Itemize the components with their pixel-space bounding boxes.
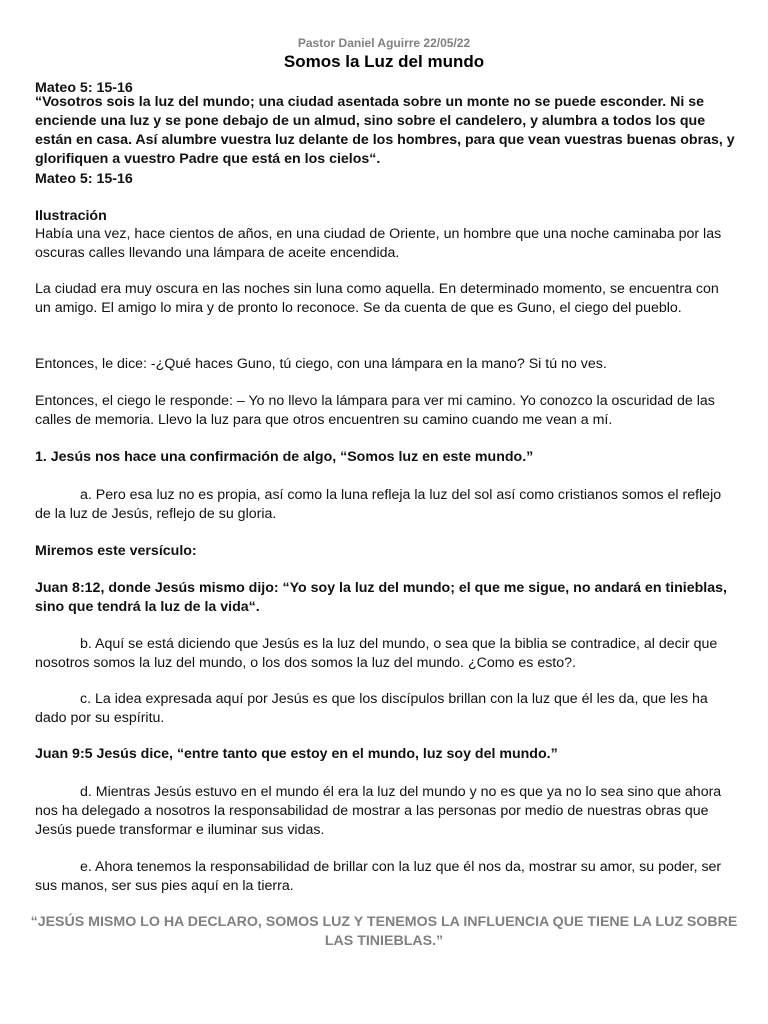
illustration-heading: Ilustración (35, 208, 107, 224)
miremos-heading: Miremos este versículo: (35, 543, 197, 559)
verse-reference: Mateo 5: 15-16 (35, 80, 133, 96)
point-c-paragraph: c. La idea expresada aquí por Jesús es que los discípulos brillan con la luz que él les da, que les ha dado por su espíritu. (35, 691, 708, 726)
point-e-paragraph: e. Ahora tenemos la responsabilidad de brillar con la luz que él nos da, mostrar su amor, su poder, ser sus manos, ser sus pies aquí en la tierra. (35, 859, 722, 894)
point-a-paragraph: a. Pero esa luz no es propia, así como la luna refleja la luz del sol así como cristianos somos el reflejo de la luz de Jesús, reflejo de su gloria. (35, 487, 722, 522)
illustration-paragraph-3: Entonces, le dice: -¿Qué haces Guno, tú ciego, con una lámpara en la mano? Si tú no ves. (35, 356, 607, 372)
author-date-line: Pastor Daniel Aguirre 22/05/22 (297, 36, 471, 50)
illustration-paragraph-2: La ciudad era muy oscura en las noches sin luna como aquella. En determinado momento, se encuentra con un amigo. El amigo lo mira y de pronto lo reconoce. Se da cuenta de que es Guno, el ciego del pueblo. (35, 281, 719, 316)
illustration-paragraph-1: Había una vez, hace cientos de años, en una ciudad de Oriente, un hombre que una noche caminaba por las oscuras calles llevando una lámpara de aceite encendida. (35, 226, 722, 261)
point-b-paragraph: b. Aquí se está diciendo que Jesús es la luz del mundo, o sea que la biblia se contradice, al decir que nosotros somos la luz del mundo, o los dos somos la luz del mundo. ¿Como es esto?. (35, 636, 718, 671)
closing-statement: “JESÚS MISMO LO HA DECLARO, SOMOS LUZ Y TENEMOS LA INFLUENCIA QUE TIENE LA LUZ SOBRE LAS TINIEBLAS.” (30, 914, 738, 949)
juan-8-12-quote: Juan 8:12, donde Jesús mismo dijo: “Yo soy la luz del mundo; el que me sigue, no andará en tinieblas, sino que tendrá la luz de la vida“. (35, 580, 727, 615)
verse-text: “Vosotros sois la luz del mundo; una ciudad asentada sobre un monte no se puede esconder. Ni se enciende una luz y se pone debajo de un almud, sino sobre el candelero, y alumbra a todos los que están en casa. Así alumbre vuestra luz delante de los hombres, para que vean vuestras buenas obras, y glorifiquen a vuestro Padre que está en los cielos“. (35, 94, 735, 167)
point-d-paragraph: d. Mientras Jesús estuvo en el mundo él era la luz del mundo y no es que ya no lo sea sino que ahora nos ha delegado a nosotros la responsabilidad de mostrar a las personas por medio de nuestras obras que Jesús puede transformar e iluminar sus vidas. (35, 784, 722, 838)
document-title: Somos la Luz del mundo (283, 52, 485, 71)
illustration-paragraph-4: Entonces, el ciego le responde: – Yo no llevo la lámpara para ver mi camino. Yo conozco la oscuridad de las calles de memoria. Llevo la luz para que otros encuentren su camino cuando me vean a mí. (35, 393, 715, 428)
verse-reference-end: Mateo 5: 15-16 (35, 171, 133, 187)
point-1-heading: 1. Jesús nos hace una confirmación de algo, “Somos luz en este mundo.” (35, 449, 534, 465)
juan-9-5-quote: Juan 9:5 Jesús dice, “entre tanto que estoy en el mundo, luz soy del mundo.” (35, 746, 558, 762)
